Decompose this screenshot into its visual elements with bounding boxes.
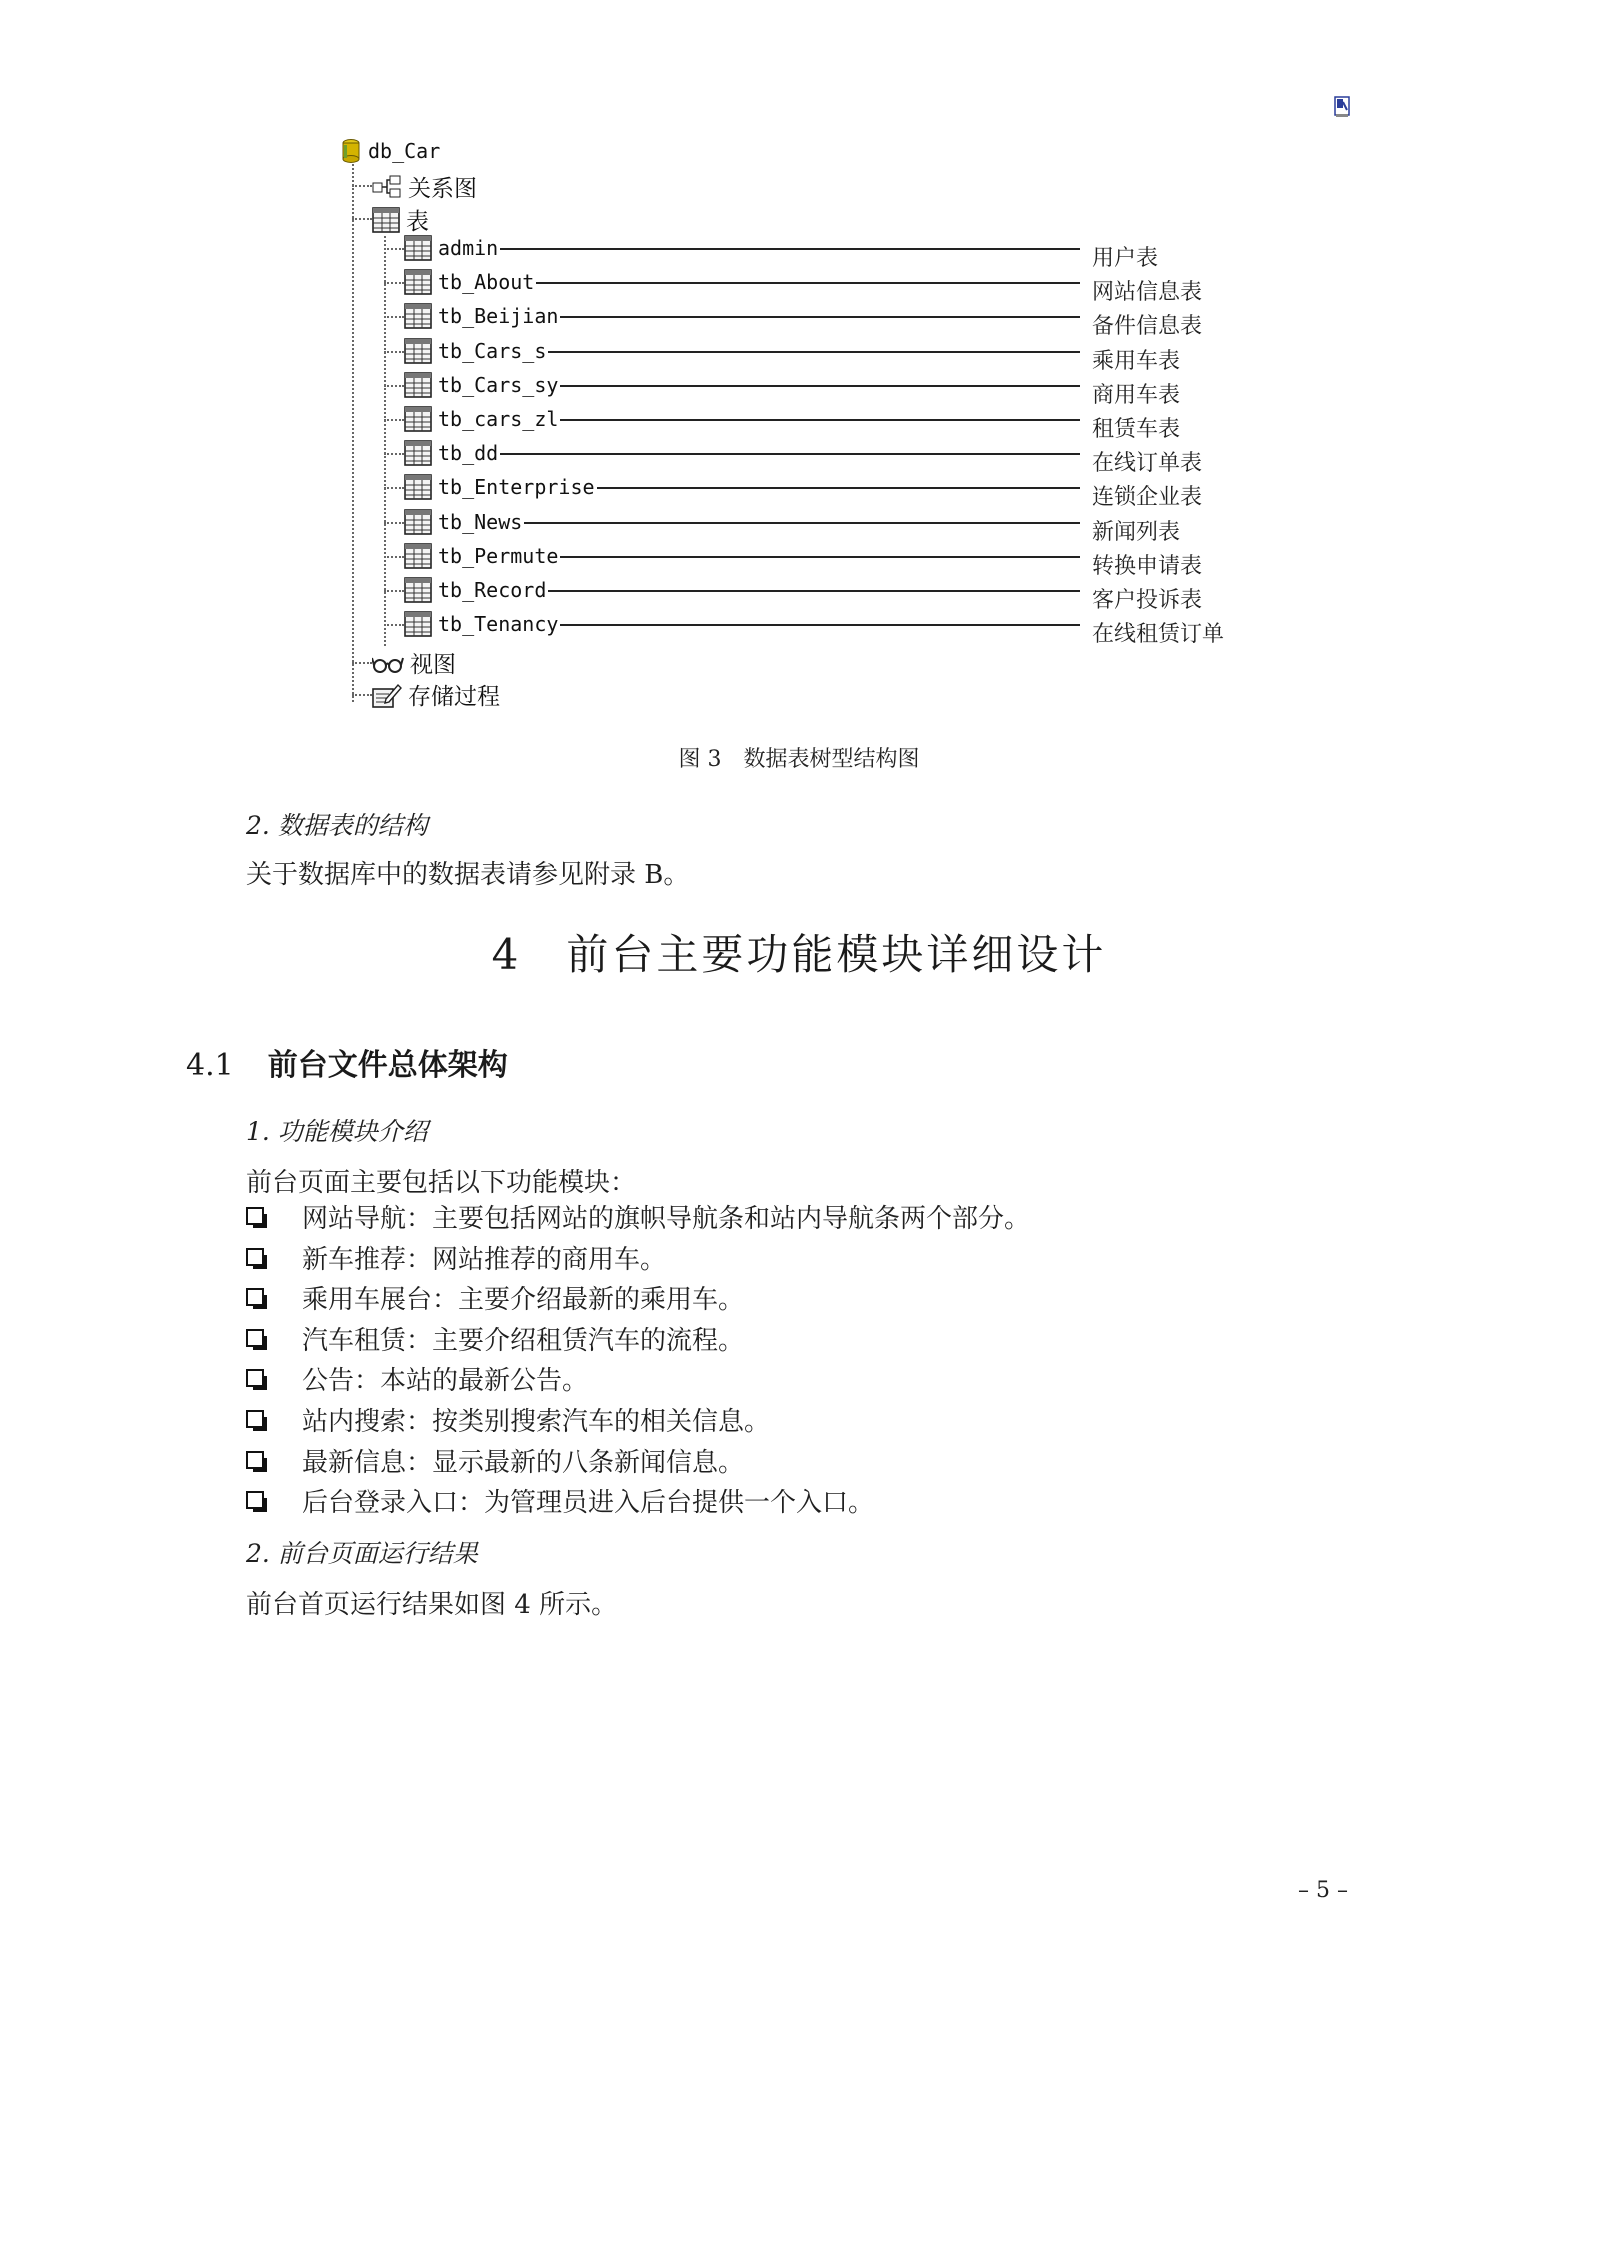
corner-logo-icon <box>1334 96 1350 118</box>
table-name: tb_Permute <box>438 543 559 568</box>
table-node[interactable] <box>404 474 595 500</box>
table-description: 网站信息表 <box>1092 280 1203 306</box>
table-icon <box>404 235 432 261</box>
table-icon <box>404 372 432 398</box>
tree-node-procedures-label: 存储过程 <box>408 684 500 710</box>
table-icon <box>372 207 400 233</box>
table-description: 商用车表 <box>1092 382 1181 408</box>
leader-line <box>560 385 1080 387</box>
tree-node-tables-label: 表 <box>406 209 429 235</box>
database-tree-figure <box>340 138 1240 718</box>
page-number: – 5 – <box>1298 1878 1348 1903</box>
table-icon <box>404 474 432 500</box>
table-node[interactable] <box>404 338 546 364</box>
table-icon <box>404 269 432 295</box>
database-icon <box>340 138 362 164</box>
leader-line <box>597 487 1080 489</box>
section-number: 4.1 <box>186 1048 234 1083</box>
table-name: tb_News <box>438 509 523 534</box>
table-description: 转换申请表 <box>1092 553 1203 579</box>
leader-line <box>548 351 1080 353</box>
leader-line <box>560 556 1080 558</box>
table-name: tb_cars_zl <box>438 407 559 431</box>
module-list-item: 站内搜索：按类别搜索汽车的相关信息。 <box>302 1407 771 1437</box>
table-node[interactable] <box>404 440 498 466</box>
figure-caption: 图 3 数据表树型结构图 <box>678 747 920 772</box>
table-node[interactable] <box>404 611 558 637</box>
table-icon <box>404 543 432 569</box>
tree-node-views-label: 视图 <box>410 652 456 678</box>
glasses-icon <box>372 651 404 675</box>
tree-root-label: db_Car <box>368 139 441 163</box>
subheading-modules: 1. 功能模块介绍 <box>246 1117 428 1146</box>
table-description: 在线租赁订单 <box>1092 622 1225 648</box>
table-node[interactable] <box>404 269 534 295</box>
paragraph-data-structure: 关于数据库中的数据表请参见附录 B。 <box>246 860 690 890</box>
table-description: 备件信息表 <box>1092 314 1203 340</box>
table-icon <box>404 338 432 364</box>
checkbox-bullet-icon <box>246 1248 264 1266</box>
table-name: admin <box>438 236 499 260</box>
table-description: 新闻列表 <box>1092 519 1181 545</box>
table-icon <box>404 577 432 603</box>
section-heading <box>186 1040 508 1084</box>
table-icon <box>404 509 432 535</box>
table-node[interactable] <box>404 235 498 261</box>
leader-line <box>560 624 1080 626</box>
checkbox-bullet-icon <box>246 1451 264 1469</box>
leader-line <box>524 522 1080 524</box>
leader-line <box>536 282 1080 284</box>
paragraph-run-result: 前台首页运行结果如图 4 所示。 <box>246 1590 618 1620</box>
tree-node-tables[interactable] <box>372 203 429 236</box>
table-name: tb_Beijian <box>438 304 559 329</box>
table-description: 客户投诉表 <box>1092 588 1203 613</box>
table-node[interactable] <box>404 303 558 329</box>
table-description: 租赁车表 <box>1092 417 1181 442</box>
table-description: 在线订单表 <box>1092 451 1203 477</box>
module-list-item: 新车推荐：网站推荐的商用车。 <box>302 1244 667 1275</box>
table-icon <box>404 440 432 466</box>
table-name: tb_About <box>438 270 535 295</box>
module-list-item: 公告：本站的最新公告。 <box>302 1366 589 1397</box>
table-name: tb_Tenancy <box>438 612 559 637</box>
checkbox-bullet-icon <box>246 1329 264 1347</box>
table-icon <box>404 303 432 329</box>
subheading-data-structure: 2. 数据表的结构 <box>246 811 428 840</box>
module-list-item: 网站导航：主要包括网站的旗帜导航条和站内导航条两个部分。 <box>302 1204 1031 1234</box>
module-list-item: 最新信息：显示最新的八条新闻信息。 <box>302 1447 745 1478</box>
table-description: 连锁企业表 <box>1092 485 1203 511</box>
table-description: 乘用车表 <box>1092 348 1181 374</box>
checkbox-bullet-icon <box>246 1491 264 1509</box>
leader-line <box>548 590 1080 592</box>
module-list-item: 后台登录入口：为管理员进入后台提供一个入口。 <box>302 1488 875 1519</box>
table-node[interactable] <box>404 543 558 569</box>
table-node[interactable] <box>404 372 558 398</box>
checkbox-bullet-icon <box>246 1288 264 1306</box>
procedure-icon <box>372 681 402 709</box>
table-name: tb_Cars_sy <box>438 372 559 397</box>
table-icon <box>404 611 432 637</box>
leader-line <box>500 453 1080 455</box>
table-node[interactable] <box>404 509 522 535</box>
checkbox-bullet-icon <box>246 1410 264 1428</box>
leader-line <box>560 316 1080 318</box>
tree-node-procedures[interactable] <box>372 678 500 711</box>
diagram-icon <box>372 174 402 200</box>
checkbox-bullet-icon <box>246 1207 264 1225</box>
table-node[interactable] <box>404 577 546 603</box>
tree-root[interactable] <box>340 138 440 164</box>
table-name: tb_Cars_s <box>438 338 547 363</box>
tree-node-diagram[interactable] <box>372 170 477 203</box>
section-title: 前台文件总体架构 <box>267 1048 508 1083</box>
table-name: tb_Enterprise <box>438 475 595 500</box>
table-name: tb_Record <box>438 578 547 602</box>
paragraph-modules-intro: 前台页面主要包括以下功能模块： <box>246 1168 637 1198</box>
table-icon <box>404 406 432 432</box>
tree-node-views[interactable] <box>372 646 456 679</box>
chapter-title: 4 前台主要功能模块详细设计 <box>491 930 1107 979</box>
checkbox-bullet-icon <box>246 1369 264 1387</box>
leader-line <box>500 248 1080 250</box>
subheading-run-result: 2. 前台页面运行结果 <box>246 1539 478 1568</box>
module-list-item: 汽车租赁：主要介绍租赁汽车的流程。 <box>302 1325 745 1356</box>
tree-node-diagram-label: 关系图 <box>408 176 477 202</box>
table-node[interactable] <box>404 406 558 432</box>
leader-line <box>560 419 1080 421</box>
table-name: tb_dd <box>438 441 499 466</box>
module-list-item: 乘用车展台：主要介绍最新的乘用车。 <box>302 1285 745 1316</box>
table-description: 用户表 <box>1092 246 1159 271</box>
